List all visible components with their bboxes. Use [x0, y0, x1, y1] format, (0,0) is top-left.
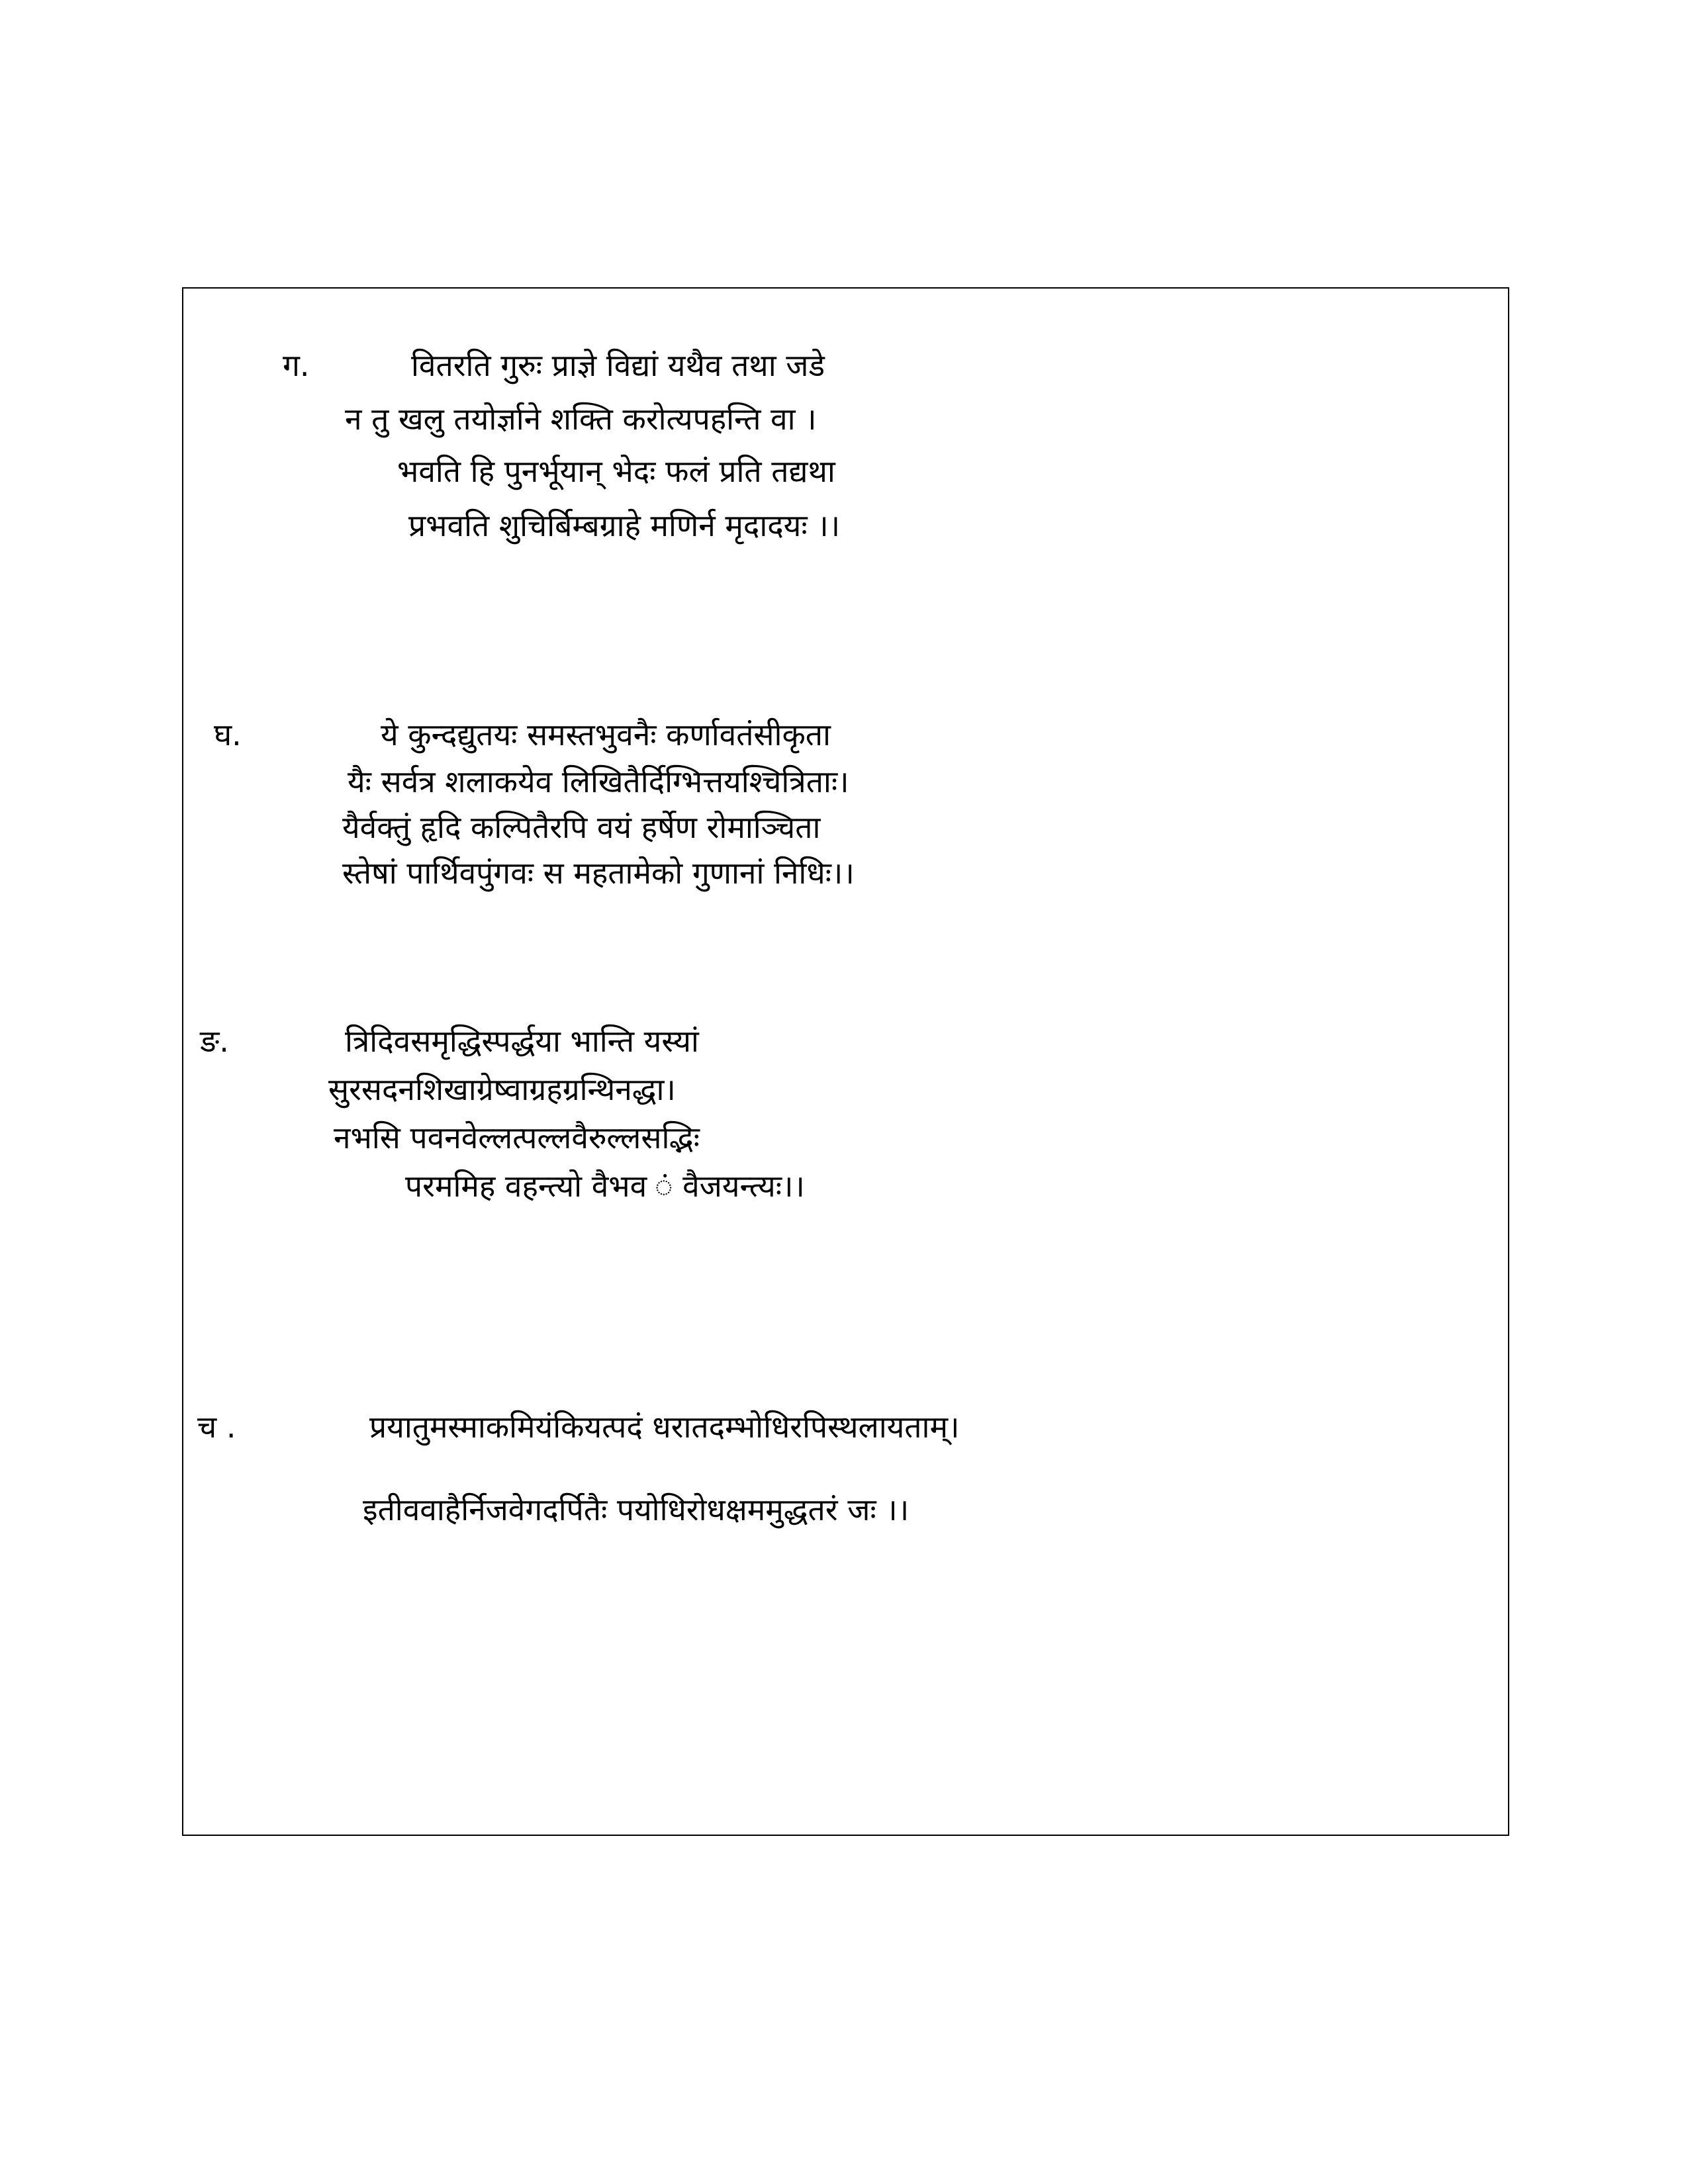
verse-line: नभसि पवनवेल्लत्पल्लवैरुल्लसद्भिः [334, 1120, 700, 1156]
page-border [182, 287, 1509, 1836]
verse-line: त्रिदिवसमृद्धिस्पर्द्धया भान्ति यस्यां [345, 1023, 699, 1059]
verse-line: यैर्वक्तुं हृदि कल्पितैरपि वयं हर्षेण रोमाञ्चिता [342, 809, 821, 845]
verse-line: भवति हि पुनर्भूयान् भेदः फलं प्रति तद्यथा [397, 453, 835, 489]
verse-line: इतीववाहैर्निजवेगदर्पितैः पयोधिरोधक्षममुद्धतरं जः ।। [363, 1492, 910, 1527]
verse-line: स्तेषां पार्थिवपुंगवः स महतामेको गुणानां निधिः।। [342, 855, 855, 891]
verse-line: प्रयातुमस्माकमियंकियत्पदं धरातदम्भोधिरपिस्थलायताम्। [369, 1409, 960, 1445]
verse-label: ङ. [200, 1023, 229, 1059]
verse-line: ये कुन्दद्युतयः समस्तभुवनैः कर्णावतंसीकृता [381, 717, 831, 752]
verse-line: यैः सर्वत्र शलाकयेव लिखितैर्दिग्भित्तयश्चित्रिताः। [348, 764, 849, 799]
verse-label: ग. [283, 347, 310, 383]
verse-line: परममिह वहन्त्यो वैभव ं वैजयन्त्यः।। [405, 1168, 805, 1204]
verse-line: प्रभवति शुचिर्बिम्बग्राहे मणिर्न मृदादयः ।। [408, 508, 841, 543]
verse-line: सुरसदनशिखाग्रेष्वाग्रहग्रन्थिनद्धा। [328, 1071, 676, 1107]
verse-label: च . [197, 1409, 236, 1445]
verse-line: वितरति गुरुः प्राज्ञे विद्यां यथैव तथा जडे [411, 347, 825, 383]
verse-line: न तु खलु तयोर्ज्ञाने शक्ति करोत्यपहन्ति वा । [345, 401, 817, 437]
verse-label: घ. [214, 717, 242, 752]
